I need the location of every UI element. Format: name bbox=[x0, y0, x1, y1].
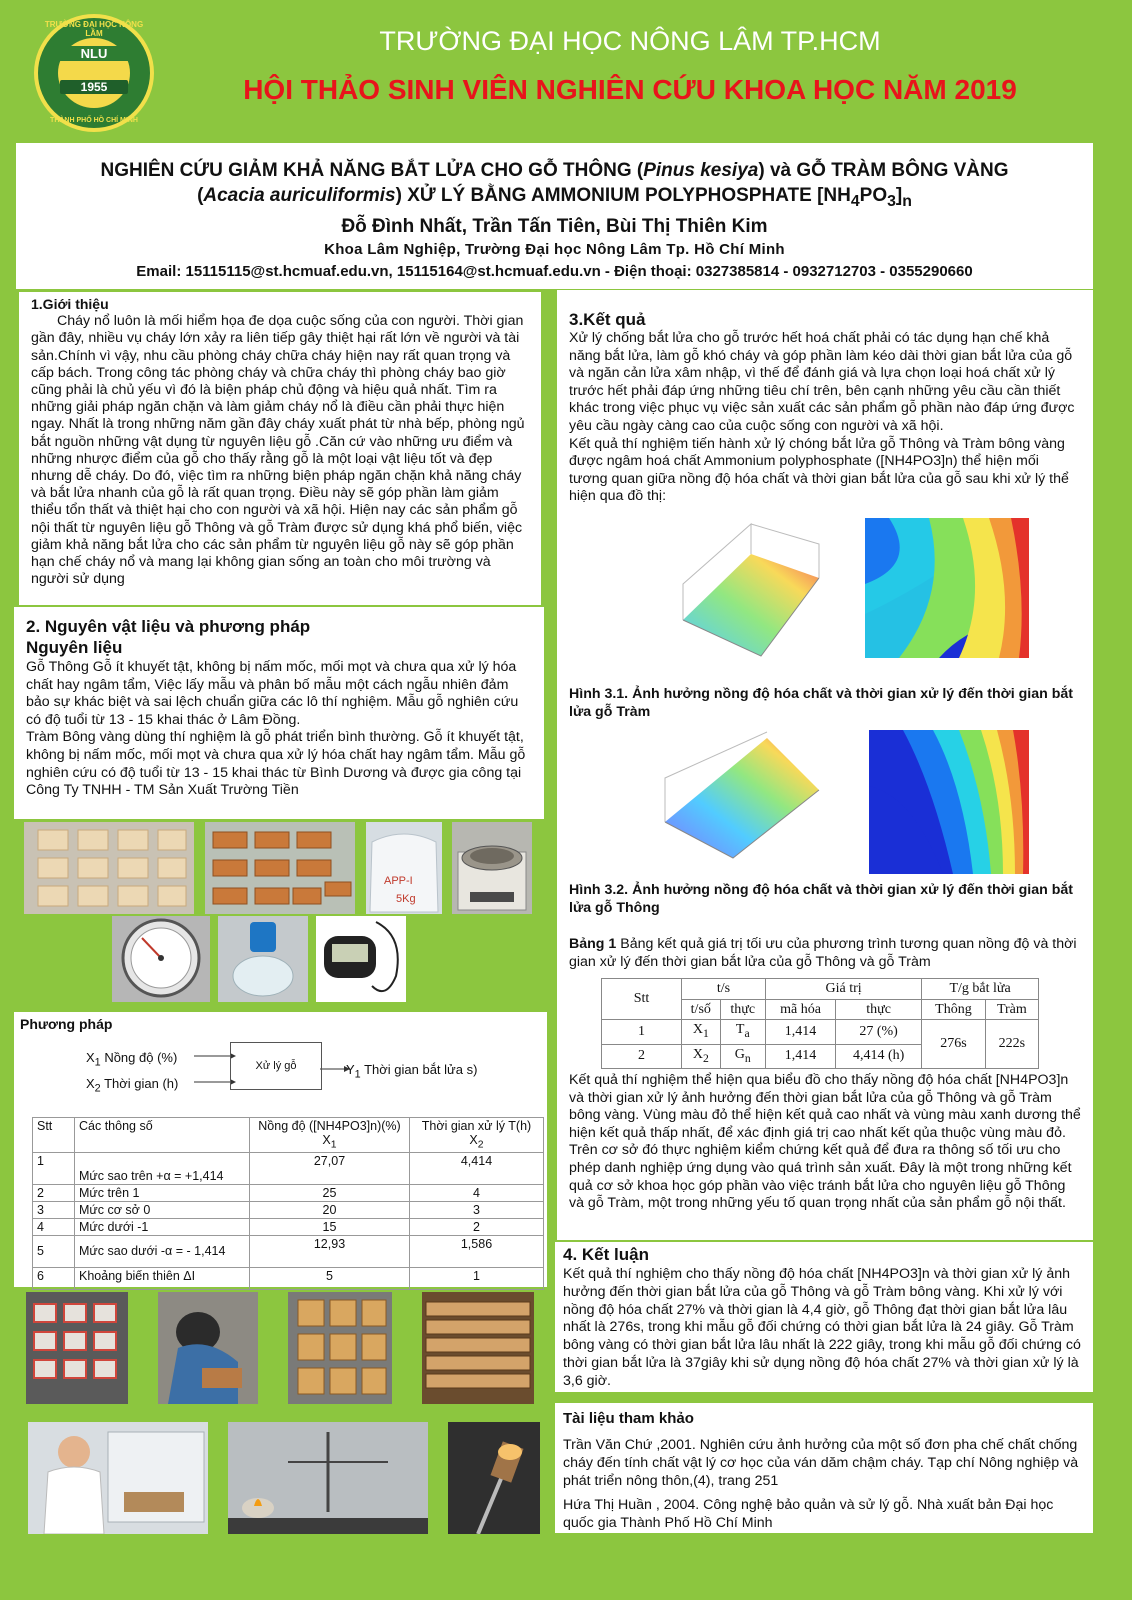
table-row: 2 Mức trên 1 25 4 bbox=[33, 1184, 544, 1201]
photo-burning-sample bbox=[448, 1422, 540, 1534]
stopwatch-drawing bbox=[316, 916, 406, 1002]
reference-2: Hứa Thị Huần , 2004. Công nghệ bảo quản và sử lý gỗ. Nhà xuất bản Đại học quốc gia Thành Phố Hồ Chí Minh bbox=[563, 1497, 1054, 1531]
col-time: Thời gian xử lý T(h) $X_2$ bbox=[410, 1118, 544, 1153]
pine-samples-drawing bbox=[24, 822, 194, 914]
authors: Đỗ Đình Nhất, Trần Tấn Tiên, Bùi Thị Thiên Kim bbox=[341, 215, 768, 237]
results-table: Stt t/s Giá trị T/g bắt lửa t/số thực mã hóa thực Thông Tràm 1 $X_1$ $T_a$ 1,414 27 (%) 276s 222s 2 $X_2$ $G_n$ 1,414 4,414 (h) bbox=[601, 978, 1039, 1069]
process-box: Xử lý gỗ bbox=[230, 1042, 322, 1090]
table-row: 1 $X_1$ $T_a$ 1,414 27 (%) 276s 222s bbox=[602, 1020, 1039, 1044]
photo-alcohol-lamp bbox=[218, 916, 308, 1002]
rt-col-ts: t/s bbox=[682, 979, 766, 1000]
table-row: 2 $X_2$ $G_n$ 1,414 4,414 (h) bbox=[602, 1044, 1039, 1068]
paper-title-line-1: NGHIÊN CỨU GIẢM KHẢ NĂNG BẮT LỬA CHO GỖ THÔNG (Pinus kesiya) và GỖ TRÀM BÔNG VÀNG bbox=[100, 160, 1009, 181]
reference-1: Trần Văn Chứ ,2001. Nghiên cứu ảnh hưởng của một số đơn pha chế chất chống cháy đến tính chất vật lý cơ học của ván dăm chậm cháy. Tạp chí Nông nghiệp và phát triển nông thôn,(4), trang 251 bbox=[563, 1437, 1079, 1489]
contact-info: Email: 15115115@st.hcmuaf.edu.vn, 15115164@st.hcmuaf.edu.vn - Điện thoại: 0327385814 - 0932712703 - 0355290660 bbox=[136, 262, 973, 280]
photo-stopwatch bbox=[316, 916, 406, 1002]
table-row: 3 Mức cơ sở 0 20 3 bbox=[33, 1201, 544, 1218]
photo-thermometer bbox=[112, 916, 210, 1002]
fig32-surface-plot bbox=[647, 728, 837, 878]
logo-top-text: TRƯỜNG ĐẠI HỌC NÔNG LÂM bbox=[44, 20, 144, 38]
materials-heading: 2. Nguyên vật liệu và phương pháp bbox=[26, 617, 311, 636]
references-section bbox=[555, 1403, 1093, 1533]
col-stt: Stt bbox=[33, 1118, 75, 1153]
conference-title: HỘI THẢO SINH VIÊN NGHIÊN CỨU KHOA HỌC NĂM 2019 bbox=[243, 74, 1017, 105]
input-x1: $X_1$ Nồng độ (%) bbox=[86, 1050, 178, 1069]
bag-label-2: 5Kg bbox=[396, 893, 416, 905]
logo-year: 1955 bbox=[60, 80, 128, 94]
photo-researcher-working bbox=[158, 1292, 258, 1404]
photo-acacia-samples bbox=[205, 822, 355, 914]
thong-optimum: 276s bbox=[922, 1020, 986, 1069]
results-discussion: Kết quả thí nghiệm thể hiện qua biểu đồ cho thấy nồng độ hóa chất [NH4PO3]n và thời gian xử lý ảnh hưởng đến thời gian bắt lửa của gỗ Thông và gỗ Tràm bông vàng. Vùng màu đỏ thể hiện kết quả cao nhất và vùng màu xanh dương thể hiện kết quả thấp nhất, để xác định giá trị cao nhất kết qủa thuộc vùng màu đỏ. Trên cơ sở đó thực nghiệm kiểm chứng kết quả để đưa ra thông số tối ưu cho phép danh nghiệp ứng dụng vào quá trình sản xuất. Đây là một trong những kết quả cơ sở khoa học góp phần vào việc tránh bắt lửa cho nguyên liệu gỗ Thông và gỗ Tràm, một trong những yếu tố quan trọng nhất của sản phẩm gỗ nội thất. bbox=[569, 1072, 1081, 1212]
intro-body: Cháy nổ luôn là mối hiểm họa đe dọa cuộc sống của con người. Thời gian gần đây, nhiều vụ cháy lớn xảy ra liên tiếp gây thiệt hại rất lớn về người và tài sản.Chính vì vậy, nhu cầu phòng cháy chữa cháy hiện nay rất quan trọng và cấp bách. Trong công tác phòng cháy và chữa cháy thì phòng cháy bao giờ cũng phải là chủ yếu vì đó là biện pháp chủ động và hiệu quả nhất. Tìm ra những giải pháp ngăn chặn và làm giảm cháy nổ là điều cần phải thực hiện ngay. Nhất là trong những năm gần đây cháy xuất phát từ nhà bếp, phòng ngủ bắt nguồn những vật dụng từ nguyên liệu gỗ .Căn cứ vào những ưu điểm và những nhược điểm của gỗ cho thấy rằng gỗ là một loại vật liệu tốt và đẹp nhưng dễ cháy. Do đó, việc tìm ra những biện pháp ngăn chặn khả năng cháy và bắt lửa nhanh của gỗ là rất quan trọng. Điều này sẽ góp phần làm giảm thiểu tổn thất và thiệt hại cho con người và xã hội. Hiện nay các sản phẩm gỗ nội thất từ nguyên liệu gỗ Thông và gỗ Tràm được sử dụng khá phổ biến, việc giảm khả năng bắt lửa cho các sản phẩm từ nguyên liệu gỗ này sẽ góp phần hạn chế cháy nổ và mang lại không gian sống an toàn cho môi trường và người sử dụng bbox=[31, 313, 525, 588]
alcohol-lamp-drawing bbox=[218, 916, 308, 1002]
fig31-caption: Hình 3.1. Ảnh hưởng nồng độ hóa chất và thời gian xử lý đến thời gian bắt lửa gỗ Tràm bbox=[569, 686, 1074, 720]
table1-caption: Bảng 1 Bảng kết quả giá trị tối ưu của phương trình tương quan nồng độ và thời gian xử lý đến thời gian bắt lửa của gỗ Thông và gỗ Tràm bbox=[569, 936, 1077, 970]
col-conc: Nồng độ ([NH4PO3]n)(%) $X_1$ bbox=[250, 1118, 410, 1153]
photo-researcher-lab bbox=[28, 1422, 208, 1534]
university-name: TRƯỜNG ĐẠI HỌC NÔNG LÂM TP.HCM bbox=[379, 26, 881, 56]
burning-sample-drawing bbox=[448, 1422, 540, 1534]
conclusion-heading: 4. Kết luận bbox=[563, 1245, 649, 1264]
materials-subheading: Nguyên liệu bbox=[26, 638, 123, 657]
fire-test-drawing bbox=[228, 1422, 428, 1534]
thermometer-drawing bbox=[112, 916, 210, 1002]
conclusion-section bbox=[555, 1242, 1093, 1392]
input-x2: $X_2$ Thời gian (h) bbox=[86, 1076, 179, 1095]
table-row: 6 Khoảng biến thiên ΔI 5 1 bbox=[33, 1267, 544, 1289]
researcher-lab-drawing bbox=[28, 1422, 208, 1534]
photo-chemical-bag bbox=[366, 822, 442, 914]
lumber-stacks-drawing bbox=[422, 1292, 534, 1404]
title-box bbox=[16, 143, 1093, 289]
fig32-caption: Hình 3.2. Ảnh hưởng nồng độ hóa chất và thời gian xử lý đến thời gian bắt lửa gỗ Thông bbox=[569, 882, 1074, 916]
materials-pine: Gỗ Thông Gỗ ít khuyết tật, không bị nấm mốc, mối mọt và chưa qua xử lý hóa chất hay ngâm tẩm, Việc lấy mẫu và phân bố mẫu một cách ngẫu nhiên đảm bảo sự khác biệt và sai lệch chuẩn giữa các lô thí nghiệm. Mẫu gỗ nghiên cứu có độ tuổi từ 13 - 15 khai thác ở Lâm Đồng. bbox=[26, 659, 519, 728]
photo-samples-tray bbox=[26, 1292, 128, 1404]
bag-label-1: APP-I bbox=[384, 875, 413, 887]
rt-col-stt: Stt bbox=[602, 979, 682, 1020]
intro-heading: 1.Giới thiệu bbox=[31, 296, 109, 312]
chemical-bag-drawing bbox=[366, 822, 442, 914]
references-heading: Tài liệu tham khảo bbox=[563, 1410, 694, 1427]
table-row: 5 Mức sao dưới -α = - 1,414 12,93 1,586 bbox=[33, 1235, 544, 1267]
results-heading: 3.Kết quả bbox=[569, 310, 646, 329]
results-experiment: Kết quả thí nghiệm tiến hành xử lý chóng bắt lửa gỗ Thông và Tràm bông vàng được ngâm hoá chất Ammonium polyphosphate ([NH4PO3]n) thể hiện mối tương quan giữa nồng độ hóa chất và thời gian bắt lửa của gỗ sau khi xử lý thể hiện qua đồ thị: bbox=[569, 435, 1069, 505]
photo-fire-test bbox=[228, 1422, 428, 1534]
affiliation: Khoa Lâm Nghiệp, Trường Đại học Nông Lâm Tp. Hồ Chí Minh bbox=[324, 240, 785, 258]
photo-pine-samples bbox=[24, 822, 194, 914]
university-logo bbox=[34, 14, 154, 132]
fig31-contour-plot bbox=[859, 514, 1035, 664]
photo-wood-blocks bbox=[288, 1292, 392, 1404]
table-row: 4 Mức dưới -1 15 2 bbox=[33, 1218, 544, 1235]
method-parameter-table bbox=[32, 1117, 544, 1290]
results-intro: Xử lý chống bắt lửa cho gỗ trước hết hoá chất phải có tác dụng hạn chế khả năng bắt lửa, làm gỗ khó cháy và góp phần làm kéo dài thời gian bắt lửa của gỗ và ngăn cản lửa xâm nhập, vì thế để đánh giá và lựa chọn loại hoá chất xử lý trước hết phải đáp ứng những tiêu chí trên, bên cạnh những yêu cầu cần thiết khác trong việc phục vụ việc sản xuất các sản phẩm gỗ phần nào đáp ứng được yêu cầu ngày càng cao của cuộc sống con người và xã hội. bbox=[569, 330, 1075, 434]
rt-col-gt: Giá trị bbox=[765, 979, 921, 1000]
materials-section bbox=[14, 607, 544, 819]
paper-title-line-2: (Acacia auriculiformis) XỬ LÝ BẰNG AMMONIUM POLYPHOSPHATE $[NH_4PO_3]_n$ bbox=[197, 185, 912, 210]
photo-lumber-stacks bbox=[422, 1292, 534, 1404]
rt-col-tg: T/g bắt lửa bbox=[922, 979, 1039, 1000]
balance-drawing bbox=[452, 822, 532, 914]
fig31-surface-plot bbox=[669, 514, 849, 674]
samples-tray-drawing bbox=[26, 1292, 128, 1404]
col-param: Các thông số bbox=[75, 1118, 250, 1153]
fig32-contour-plot bbox=[863, 726, 1033, 878]
acacia-samples-drawing bbox=[205, 822, 355, 914]
results-section bbox=[557, 290, 1093, 1240]
intro-section bbox=[19, 292, 541, 605]
researcher-working-drawing bbox=[158, 1292, 258, 1404]
wood-blocks-drawing bbox=[288, 1292, 392, 1404]
output-y1: $Y_1$ Thời gian bắt lửa s) bbox=[346, 1062, 478, 1081]
materials-acacia: Tràm Bông vàng dùng thí nghiệm là gỗ phát triển bình thường. Gỗ ít khuyết tật, không bị nấm mốc, mối mọt và chưa qua xử lý hóa chất hay ngâm tẩm. Mẫu gỗ nghiên cứu có độ tuổi từ 13 - 15 khai thác từ Bình Dương và được gia công tại Công Ty TNHH - TM Sản Xuất Trường Tiền bbox=[26, 729, 526, 799]
conclusion-body: Kết quả thí nghiệm cho thấy nồng độ hóa chất [NH4PO3]n và thời gian xử lý ảnh hưởng đến thời gian bắt lửa của gỗ Thông và gỗ Tràm bông vàng. Khi xử lý với nồng độ hóa chất 27% và thời gian là 4,4 giờ, gỗ Thông đạt thời gian bắt lửa lâu nhất là 276s, trong khi mẫu gỗ đối chứng có thời gian bắt lửa là 24 giây. Gỗ Tràm bông vàng có thời gian bắt lửa lâu nhất là 222 giây, trong khi mẫu gỗ đối chứng có thời gian bắt lửa là 37giây khi sử dụng nồng độ hóa chất 27% và thời gian xử lý là 3,6 giờ. bbox=[563, 1266, 1081, 1389]
table-row: 1 Mức sao trên +α = +1,414 27,07 4,414 bbox=[33, 1152, 544, 1184]
photo-balance bbox=[452, 822, 532, 914]
method-heading: Phương pháp bbox=[20, 1016, 113, 1032]
logo-abbrev: NLU bbox=[52, 46, 136, 61]
method-section bbox=[14, 1012, 547, 1287]
logo-bottom-text: THÀNH PHỐ HỒ CHÍ MINH bbox=[50, 117, 138, 124]
tram-optimum: 222s bbox=[985, 1020, 1038, 1069]
